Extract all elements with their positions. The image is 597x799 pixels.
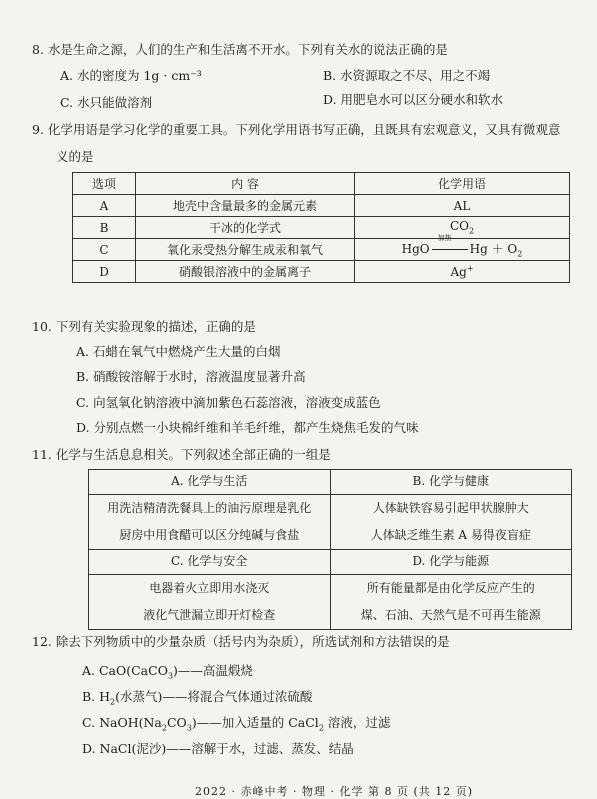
q10-option-d: D. 分别点燃一小块棉纤维和羊毛纤维，都产生烧焦毛发的气味 xyxy=(76,420,419,435)
table-row xyxy=(73,195,570,217)
q11-a-head: A. 化学与生活 xyxy=(89,470,331,495)
q11-c-body xyxy=(89,575,331,630)
q11-a-body xyxy=(89,495,331,550)
q9-row-b-opt: B xyxy=(73,217,136,239)
q12-c-mid2: )——加入适量的 CaCl xyxy=(191,715,319,730)
q12-option-c xyxy=(82,713,390,733)
q12-option-a xyxy=(82,661,253,681)
q8-stem: 8. 水是生命之源，人们的生产和生活离不开水。下列有关水的说法正确的是 xyxy=(32,42,448,57)
q9-row-a-opt: A xyxy=(73,195,136,217)
q9-row-d-content: 硝酸银溶液中的金属离子 xyxy=(136,261,355,283)
q11-c-line2: 液化气泄漏立即开灯检查 xyxy=(143,608,276,622)
q12-b-sub: 2 xyxy=(110,697,116,707)
q11-b-line1: 人体缺铁容易引起甲状腺肿大 xyxy=(372,501,529,515)
q11-d-head: D. 化学与能源 xyxy=(330,550,572,575)
q11-d-body xyxy=(330,575,572,630)
q9-row-d-opt: D xyxy=(73,261,136,283)
q12-option-b xyxy=(82,687,312,707)
q9-row-b-term-sub: 2 xyxy=(468,226,475,236)
q9-row-b-term xyxy=(355,217,570,239)
q11-c-line1: 电器着火立即用水浇灭 xyxy=(149,581,270,595)
table-row xyxy=(73,239,570,261)
q9-header-term: 化学用语 xyxy=(355,173,570,195)
q11-table xyxy=(88,469,572,630)
q9-table xyxy=(72,172,570,283)
q12-b-text: B. H xyxy=(82,689,111,704)
table-row xyxy=(73,217,570,239)
q9-row-c-opt: C xyxy=(73,239,136,261)
q9-row-d-term xyxy=(355,261,570,283)
q11-d-line1: 所有能量都是由化学反应产生的 xyxy=(366,581,535,595)
q11-stem: 11. 化学与生活息息相关。下列叙述全部正确的一组是 xyxy=(32,447,331,462)
q10-option-c: C. 向氢氧化钠溶液中滴加紫色石蕊溶液，溶液变成蓝色 xyxy=(76,395,381,410)
q9-row-d-term-base: Ag xyxy=(450,265,467,279)
q11-a-line2: 厨房中用食醋可以区分纯碱与食盐 xyxy=(119,528,300,542)
q8-option-a: A. 水的密度为 1g · cm⁻³ xyxy=(60,68,202,83)
q11-c-head: C. 化学与安全 xyxy=(89,550,331,575)
q9-row-c-term xyxy=(355,234,570,261)
q9-row-d-term-sup: + xyxy=(466,264,474,273)
q10-option-a: A. 石蜡在氧气中燃烧产生大量的白烟 xyxy=(76,344,281,359)
q9-row-b-content: 干冰的化学式 xyxy=(136,217,355,239)
q12-c-sub2: 3 xyxy=(186,723,192,733)
q12-a-text-end: )——高温煅烧 xyxy=(173,663,253,678)
q9-header-option: 选项 xyxy=(73,173,136,195)
q8-option-d: D. 用肥皂水可以区分硬水和软水 xyxy=(323,92,504,107)
q9-row-a-content: 地壳中含量最多的金属元素 xyxy=(136,195,355,217)
q12-b-text-end: (水蒸气)——将混合气体通过浓硫酸 xyxy=(115,689,313,704)
reaction-condition: 加热 xyxy=(437,234,452,243)
q12-stem: 12. 除去下列物质中的少量杂质（括号内为杂质），所选试剂和方法错误的是 xyxy=(32,634,450,649)
q9-row-a-term: AL xyxy=(355,195,570,217)
q9-stem-line1: 9. 化学用语是学习化学的重要工具。下列化学用语书写正确，且既具有宏观意义，又具有微观意 xyxy=(32,122,561,137)
q12-c-sub3: 2 xyxy=(318,723,324,733)
q11-b-head: B. 化学与健康 xyxy=(330,470,572,495)
q12-option-d: D. NaCl(泥沙)——溶解于水，过滤、蒸发、结晶 xyxy=(82,741,354,756)
q10-option-b: B. 硝酸铵溶解于水时，溶液温度显著升高 xyxy=(76,369,306,384)
q8-option-c: C. 水只能做溶剂 xyxy=(60,95,153,110)
q9-row-c-reactant: HgO xyxy=(401,242,430,257)
q11-b-line2: 人体缺乏维生素 A 易得夜盲症 xyxy=(370,528,531,542)
q12-c-text-end: 溶液，过滤 xyxy=(323,715,391,730)
q11-a-line1: 用洗洁精清洗餐具上的油污原理是乳化 xyxy=(107,501,312,515)
q9-row-b-term-base: CO xyxy=(449,219,469,234)
q10-stem: 10. 下列有关实验现象的描述，正确的是 xyxy=(32,319,256,334)
q12-a-sub: 3 xyxy=(167,671,174,681)
table-row xyxy=(73,261,570,283)
q8-option-b: B. 水资源取之不尽、用之不竭 xyxy=(323,68,491,83)
q12-a-text: A. CaO(CaCO xyxy=(82,663,168,678)
q12-c-text: C. NaOH(Na xyxy=(82,715,162,730)
q12-c-sub1: 2 xyxy=(161,723,167,733)
q9-header-content: 内 容 xyxy=(136,173,355,195)
q11-d-line2: 煤、石油、天然气是不可再生能源 xyxy=(360,608,541,622)
reaction-arrow xyxy=(432,234,468,256)
page-footer: 2022 · 赤峰中考 · 物理 · 化学 第 8 页 (共 12 页) xyxy=(195,785,474,798)
q9-stem-line2: 义的是 xyxy=(56,149,94,164)
q9-row-c-products: Hg ＋ O xyxy=(469,242,518,257)
q12-c-mid: CO xyxy=(166,715,187,730)
q11-b-body xyxy=(330,495,572,550)
q9-row-c-sub: 2 xyxy=(517,249,523,259)
q9-row-c-content: 氧化汞受热分解生成汞和氧气 xyxy=(136,239,355,261)
